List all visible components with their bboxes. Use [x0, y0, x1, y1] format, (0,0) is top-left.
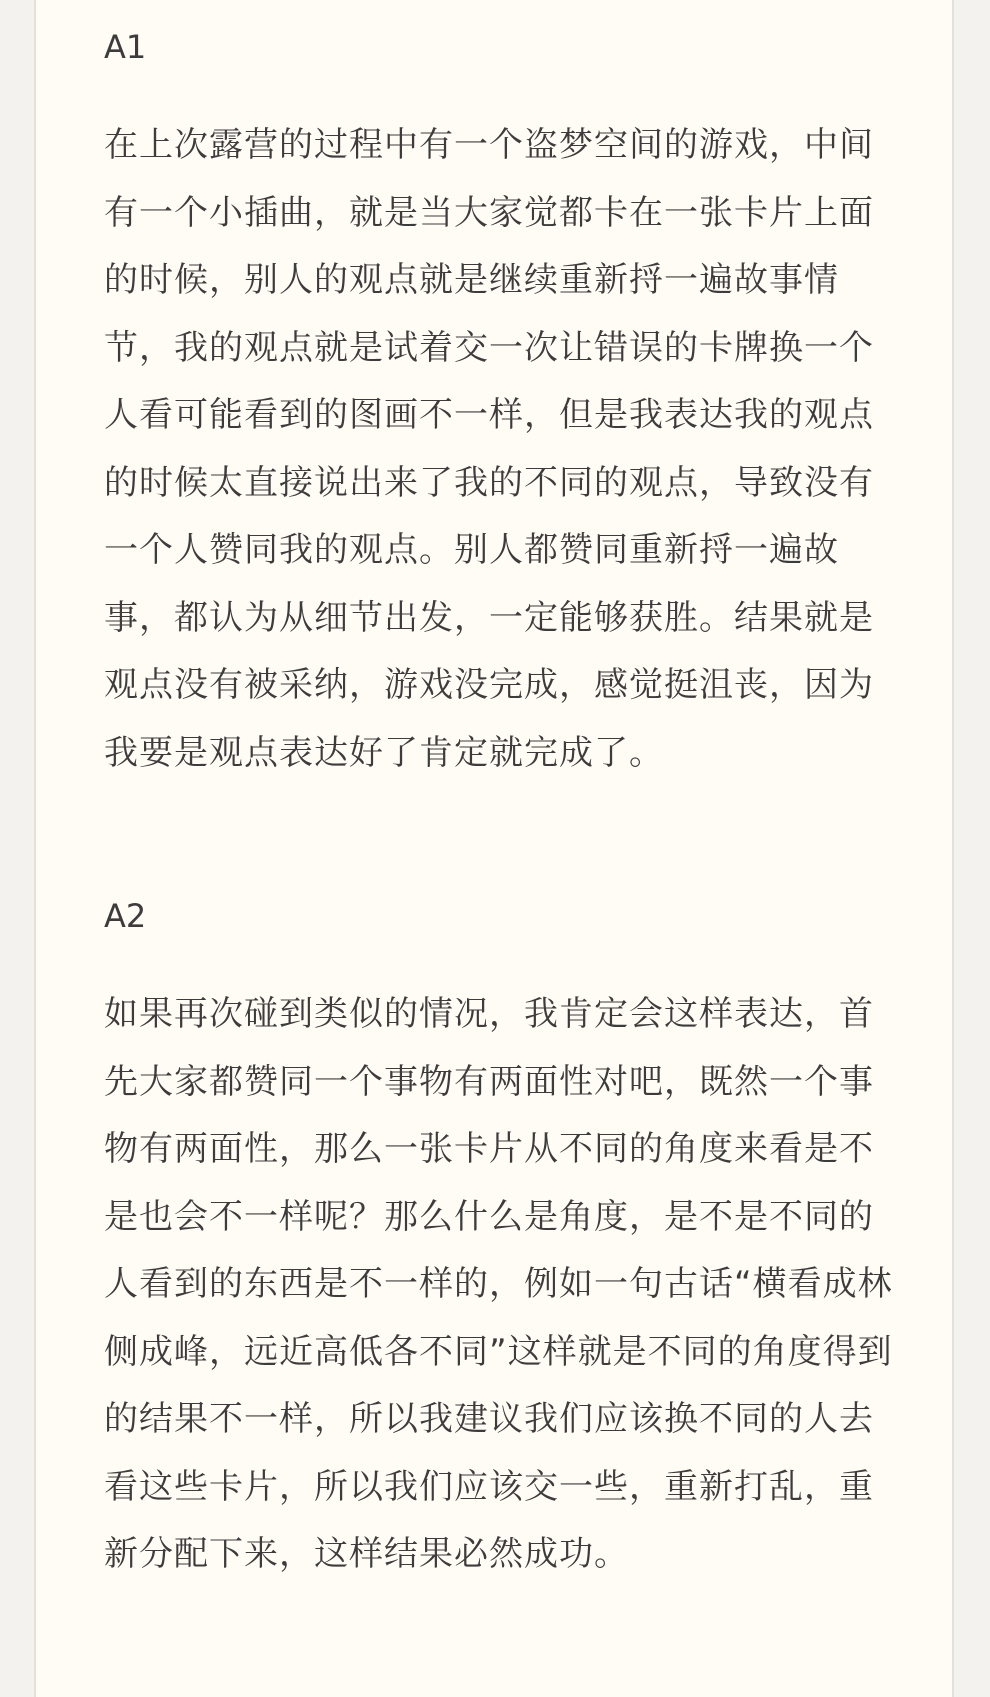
document-content: [104, 10, 894, 1589]
section-paragraph-a2: 如果再次碰到类似的情况，我肯定会这样表达，首先大家都赞同一个事物有两面性对吧，既然一个事物有两面性，那么一张卡片从不同的角度来看是不是也会不一样呢？那么什么是角度，是不是不同的人看到的东西是不一样的，例如一句古话“横看成林侧成峰，远近高低各不同”这样就是不同的角度得到的结果不一样，所以我建议我们应该换不同的人去看这些卡片，所以我们应该交一些，重新打乱，重新分配下来，这样结果必然成功。: [104, 994, 893, 1574]
section-heading-a1: A1: [104, 28, 147, 66]
section-heading-a2: A2: [104, 897, 147, 935]
document-page: [34, 0, 954, 1697]
section-divider-space: [104, 787, 894, 879]
section-paragraph-a1: 在上次露营的过程中有一个盗梦空间的游戏，中间有一个小插曲，就是当大家觉都卡在一张卡片上面的时候，别人的观点就是继续重新捋一遍故事情节，我的观点就是试着交一次让错误的卡牌换一个人看可能看到的图画不一样，但是我表达我的观点的时候太直接说出来了我的不同的观点，导致没有一个人赞同我的观点。别人都赞同重新捋一遍故事，都认为从细节出发，一定能够获胜。结果就是观点没有被采纳，游戏没完成，感觉挺沮丧，因为我要是观点表达好了肯定就完成了。: [104, 125, 874, 773]
